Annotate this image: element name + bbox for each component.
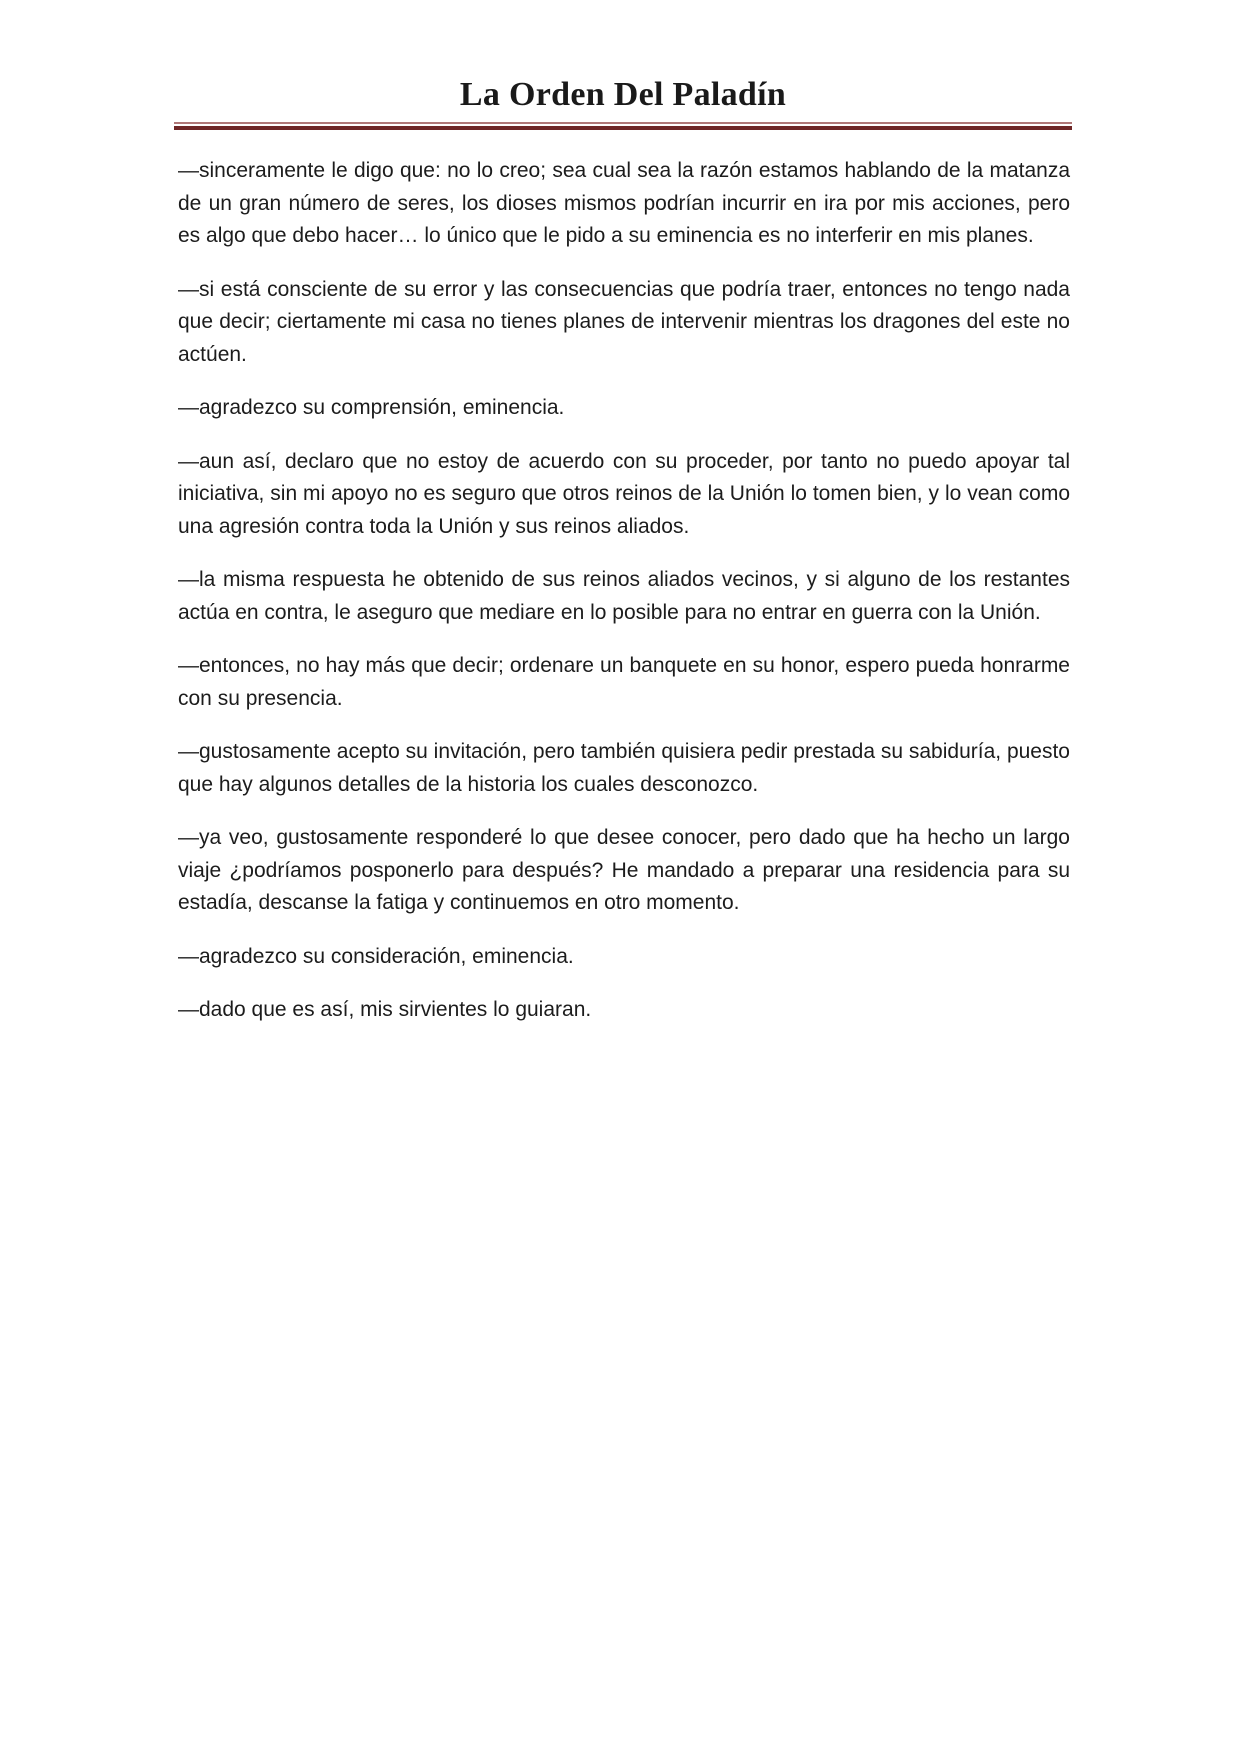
body-text xyxy=(178,155,1070,1048)
paragraph: —entonces, no hay más que decir; ordenare un banquete en su honor, espero pueda honrarme con su presencia. xyxy=(178,654,1070,710)
header-rule-thick xyxy=(174,126,1072,130)
paragraph: —gustosamente acepto su invitación, pero también quisiera pedir prestada su sabiduría, puesto que hay algunos detalles de la historia los cuales desconozco. xyxy=(178,740,1070,796)
paragraph: —ya veo, gustosamente responderé lo que desee conocer, pero dado que ha hecho un largo viaje ¿podríamos posponerlo para después? He mandado a preparar una residencia para su estadía, descanse la fatiga y continuemos en otro momento. xyxy=(178,826,1070,914)
paragraph: —agradezco su comprensión, eminencia. xyxy=(178,396,565,419)
paragraph: —agradezco su consideración, eminencia. xyxy=(178,944,574,968)
paragraph: —dado que es así, mis sirvientes lo guiaran. xyxy=(178,998,592,1021)
running-header-title: La Orden Del Paladín xyxy=(459,76,787,113)
paragraph: —la misma respuesta he obtenido de sus reinos aliados vecinos, y si alguno de los restantes actúa en contra, le aseguro que mediare en lo posible para no entrar en guerra con la Unión. xyxy=(178,568,1070,624)
paragraph: —sinceramente le digo que: no lo creo; sea cual sea la razón estamos hablando de la matanza de un gran número de seres, los dioses mismos podrían incurrir en ira por mis acciones, pero es algo que debo hacer… lo único que le pido a su eminencia es no interferir en mis planes. xyxy=(178,159,1070,247)
header-rule-thin xyxy=(174,122,1072,124)
page-header xyxy=(174,70,1072,130)
paragraph: —aun así, declaro que no estoy de acuerdo con su proceder, por tanto no puedo apoyar tal iniciativa, sin mi apoyo no es seguro que otros reinos de la Unión lo tomen bien, y lo vean como una agresión contra toda la Unión y sus reinos aliados. xyxy=(178,449,1070,538)
paragraph: —si está consciente de su error y las consecuencias que podría traer, entonces no tengo nada que decir; ciertamente mi casa no tienes planes de intervenir mientras los dragones del este no actúen. xyxy=(178,277,1070,366)
